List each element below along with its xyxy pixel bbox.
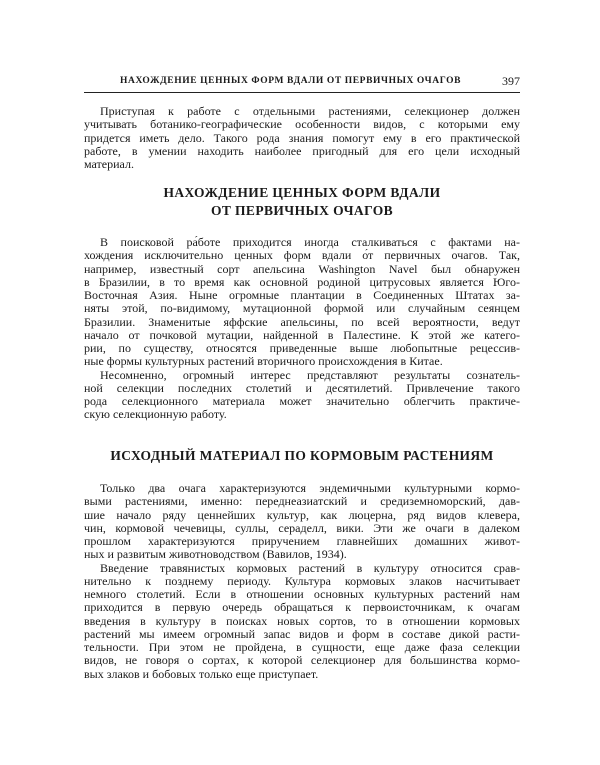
text-line: Несомненно, огромный интерес представляют результаты сознатель- bbox=[100, 368, 520, 382]
text-line: немного столетий. Если в отношении основных культурных растений нам bbox=[84, 588, 520, 601]
section-heading-1 bbox=[84, 184, 520, 220]
text-line: материал. bbox=[84, 158, 134, 171]
text-line: учитывать ботанико-географические особенности видов, с которыми ему bbox=[84, 118, 520, 132]
text-line: ные формы культурных растений вторичного происхождения в Китае. bbox=[84, 355, 443, 369]
section-heading-1-line-2: ОТ ПЕРВИЧНЫХ ОЧАГОВ bbox=[210, 203, 394, 218]
text-line: придется иметь дело. Такого рода знания помогут ему в его практической bbox=[84, 131, 520, 145]
text-line: шие начало ряду ценнейших культур, как люцерна, ряд видов клевера, bbox=[84, 508, 520, 522]
text-line: хождения исключительно ценных форм вдали о́т первичных очагов. Так, bbox=[84, 249, 520, 263]
text-line: прошлом характеризуются приручением главнейших домашних живот- bbox=[84, 535, 520, 548]
text-line: Только два очага характеризуются эндемичными культурными кормо- bbox=[100, 482, 520, 495]
running-head-title: НАХОЖДЕНИЕ ЦЕННЫХ ФОРМ ВДАЛИ ОТ ПЕРВИЧНЫХ ОЧАГОВ bbox=[120, 76, 462, 86]
text-line: растений мы имеем огромный запас видов и форм в составе дикой расти- bbox=[84, 627, 520, 641]
text-line: в Бразилии, в то время как основной родиной цитрусовых является Юго- bbox=[84, 275, 520, 289]
text-line: нительно к позднему периоду. Культура кормовых злаков насчитывает bbox=[84, 574, 520, 588]
text-line: вых злаков и бобовых только еще приступает. bbox=[84, 667, 319, 681]
text-line: рии, по существу, относятся приведенные выше любопытные рецессив- bbox=[84, 342, 520, 355]
section-heading-2-line-1: ИСХОДНЫЙ МАТЕРИАЛ ПО КОРМОВЫМ РАСТЕНИЯМ bbox=[110, 448, 494, 463]
text-line: выми растениями, именно: переднеазиатский и средиземноморский, дав- bbox=[84, 495, 520, 509]
text-line: Приступая к работе с отдельными растениями, селекционер должен bbox=[100, 105, 520, 118]
text-line: тельности. При этом не пройдена, в сущности, еще даже фаза селекции bbox=[84, 641, 520, 654]
section-2-text bbox=[84, 482, 520, 681]
text-line: Введение травянистых кормовых растений в культуру относится срав- bbox=[100, 561, 520, 575]
text-line: введения в культуру в поисках новых сортов, то в отношении кормовых bbox=[84, 614, 520, 628]
section-1-text bbox=[84, 236, 520, 422]
text-line: работе, в умении находить наиболее пригодный для его цели исходный bbox=[84, 144, 520, 158]
text-line: Восточная Азия. Ныне огромные плантации в Соединенных Штатах за- bbox=[84, 289, 520, 302]
text-line: скую селекционную работу. bbox=[84, 408, 227, 422]
page-number: 397 bbox=[502, 74, 520, 88]
text-line: видов, не говоря о сортах, к которой селекционер для большинства кормо- bbox=[84, 654, 520, 668]
text-line: чин, кормовой чечевицы, суллы, сераделл, вики. Эти же очаги в далеком bbox=[84, 521, 520, 535]
text-line: Бразилии. Знаменитые яффские апельсины, по всей вероятности, ведут bbox=[84, 315, 520, 329]
paragraph-intro bbox=[84, 105, 520, 171]
section-heading-2 bbox=[84, 447, 520, 465]
text-line: В поисковой ра́боте приходится иногда сталкиваться с фактами на- bbox=[100, 236, 520, 249]
section-heading-1-line-1: НАХОЖДЕНИЕ ЦЕННЫХ ФОРМ ВДАЛИ bbox=[163, 185, 441, 200]
text-line: например, известный сорт апельсина Washington Navel был обнаружен bbox=[84, 262, 520, 276]
text-line: начало от почковой мутации, найденной в Палестине. К этой же катего- bbox=[84, 328, 520, 342]
text-line: рода селекционного материала может значительно облегчить практиче- bbox=[84, 395, 520, 408]
text-line: ных и развитым животноводством (Вавилов, 1934). bbox=[84, 548, 347, 562]
running-head bbox=[84, 74, 520, 93]
text-line: приходится в первую очередь обращаться к первоисточникам, к очагам bbox=[84, 601, 520, 615]
text-line: ной селекции последних столетий и десятилетий. Привлечение такого bbox=[84, 381, 520, 395]
text-line: няты этой, по-видимому, мутационной формой или случайным сеянцем bbox=[84, 302, 520, 316]
